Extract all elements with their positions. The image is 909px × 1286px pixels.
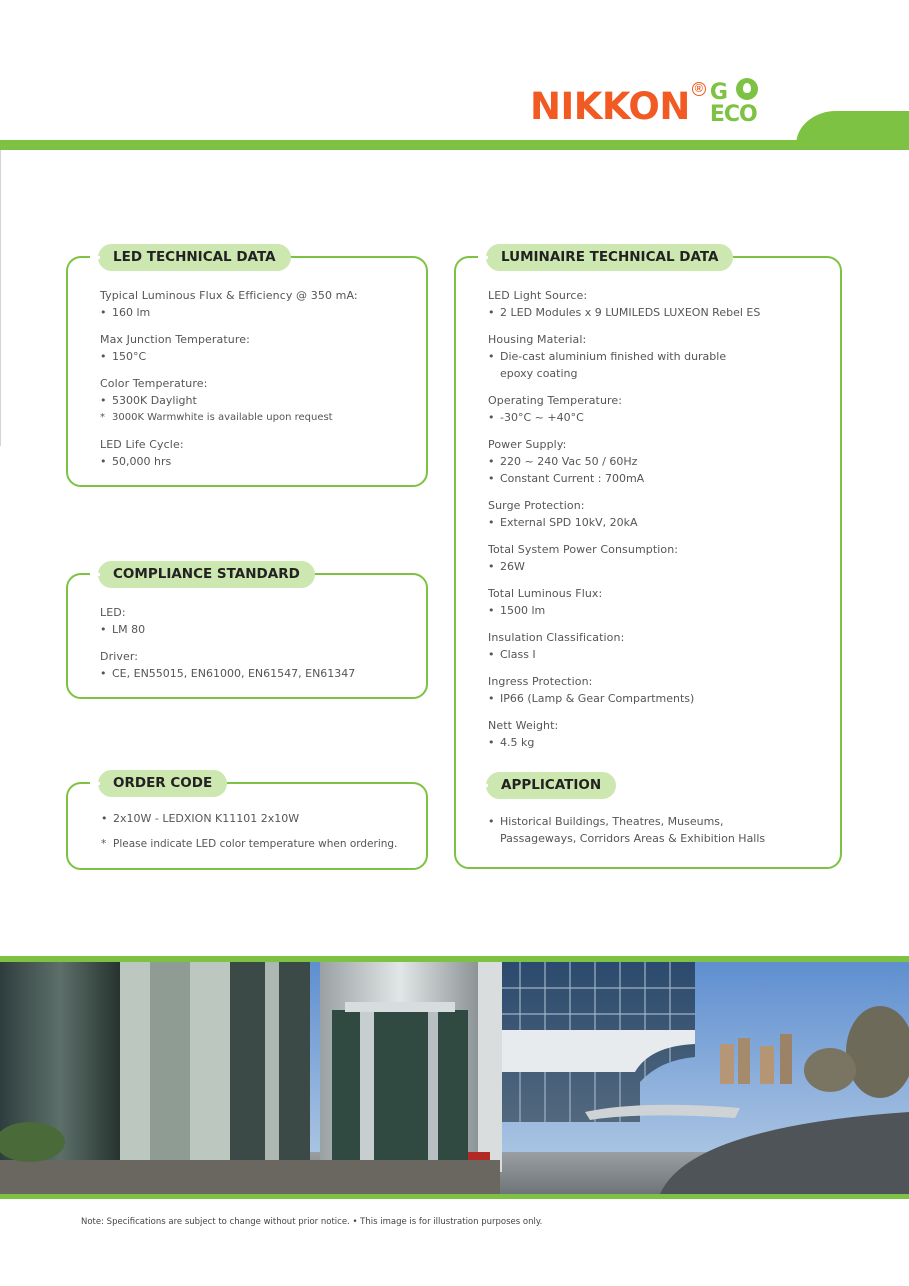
compliance-content xyxy=(100,604,406,692)
luminaire-content xyxy=(488,287,820,761)
spec-value: • 2 LED Modules x 9 LUMILEDS LUXEON Rebel ES xyxy=(488,304,820,321)
spec-value: • Constant Current : 700mA xyxy=(488,470,820,487)
spec-label: Max Junction Temperature: xyxy=(100,333,250,346)
building-photo xyxy=(0,962,909,1194)
order-code-title: ORDER CODE xyxy=(98,770,227,797)
brand-logo xyxy=(530,78,768,130)
leaf-icon xyxy=(736,78,758,100)
led-technical-title: LED TECHNICAL DATA xyxy=(98,244,291,271)
spec-value: • 5300K Daylight xyxy=(100,392,406,409)
spec-group xyxy=(488,287,820,321)
spec-value: • 220 ~ 240 Vac 50 / 60Hz xyxy=(488,453,820,470)
building-photo-illustration xyxy=(0,962,909,1194)
photo-bottom-band xyxy=(0,1194,909,1199)
order-code-content xyxy=(101,810,406,853)
spec-label: Driver: xyxy=(100,650,139,663)
spec-group xyxy=(488,331,820,382)
order-code-box xyxy=(66,775,428,870)
spec-group xyxy=(488,585,820,619)
header-band xyxy=(0,140,909,150)
spec-group xyxy=(100,375,406,426)
spec-label: Operating Temperature: xyxy=(488,394,623,407)
spec-label: LED Life Cycle: xyxy=(100,438,184,451)
spec-label: Power Supply: xyxy=(488,438,567,451)
spec-label: Typical Luminous Flux & Efficiency @ 350 mA: xyxy=(100,289,358,302)
spec-value: • CE, EN55015, EN61000, EN61547, EN61347 xyxy=(100,665,406,682)
spec-value-continued: epoxy coating xyxy=(500,367,578,380)
luminaire-title: LUMINAIRE TECHNICAL DATA xyxy=(486,244,733,271)
spec-group xyxy=(100,604,406,638)
go-eco-bottom: ECO xyxy=(709,102,757,127)
spec-group xyxy=(488,497,820,531)
spec-group xyxy=(488,392,820,426)
footer-note: Note: Specifications are subject to change without prior notice. • This image is for illustration purposes only. xyxy=(81,1217,543,1227)
spec-group xyxy=(488,629,820,663)
spec-value: • -30°C ~ +40°C xyxy=(488,409,820,426)
spec-label: Nett Weight: xyxy=(488,719,559,732)
spec-value: • 50,000 hrs xyxy=(100,453,406,470)
spec-group xyxy=(488,673,820,707)
spec-label: LED: xyxy=(100,606,126,619)
spec-value: • IP66 (Lamp & Gear Compartments) xyxy=(488,690,820,707)
led-technical-content xyxy=(100,287,406,480)
spec-value: • 4.5 kg xyxy=(488,734,820,751)
spec-group xyxy=(488,436,820,487)
spec-value: • Die-cast aluminium finished with durable xyxy=(488,348,820,365)
spec-label: Ingress Protection: xyxy=(488,675,593,688)
application-value-continued: Passageways, Corridors Areas & Exhibition Halls xyxy=(500,832,766,845)
order-code-value: • 2x10W - LEDXION K11101 2x10W xyxy=(101,810,406,827)
spec-label: Housing Material: xyxy=(488,333,587,346)
spec-label: Total System Power Consumption: xyxy=(488,543,679,556)
spec-value: • 26W xyxy=(488,558,820,575)
luminaire-box xyxy=(454,249,842,869)
brand-name: NIKKON xyxy=(530,85,690,128)
order-code-note: * Please indicate LED color temperature when ordering. xyxy=(101,836,406,853)
application-content xyxy=(488,813,820,847)
application-value: • Historical Buildings, Theatres, Museums, xyxy=(488,813,820,830)
spec-label: Color Temperature: xyxy=(100,377,208,390)
led-technical-box xyxy=(66,249,428,487)
spec-group xyxy=(488,717,820,751)
spec-group xyxy=(488,541,820,575)
spec-label: Total Luminous Flux: xyxy=(488,587,603,600)
compliance-title: COMPLIANCE STANDARD xyxy=(98,561,315,588)
spec-value: • 160 lm xyxy=(100,304,406,321)
spec-group xyxy=(100,331,406,365)
go-eco-logo xyxy=(710,78,768,130)
spec-label: LED Light Source: xyxy=(488,289,588,302)
left-divider xyxy=(0,150,1,446)
compliance-box xyxy=(66,566,428,699)
spec-group xyxy=(100,436,406,470)
spec-value: • 1500 lm xyxy=(488,602,820,619)
spec-group xyxy=(100,287,406,321)
spec-value: • LM 80 xyxy=(100,621,406,638)
spec-note: * 3000K Warmwhite is available upon request xyxy=(100,409,406,426)
spec-value: • Class I xyxy=(488,646,820,663)
spec-label: Surge Protection: xyxy=(488,499,585,512)
spec-group xyxy=(100,648,406,682)
registered-mark: ® xyxy=(692,82,706,96)
spec-value: • External SPD 10kV, 20kA xyxy=(488,514,820,531)
spec-label: Insulation Classification: xyxy=(488,631,625,644)
spec-value: • 150°C xyxy=(100,348,406,365)
application-title: APPLICATION xyxy=(486,772,616,799)
go-eco-top: G xyxy=(709,80,728,105)
